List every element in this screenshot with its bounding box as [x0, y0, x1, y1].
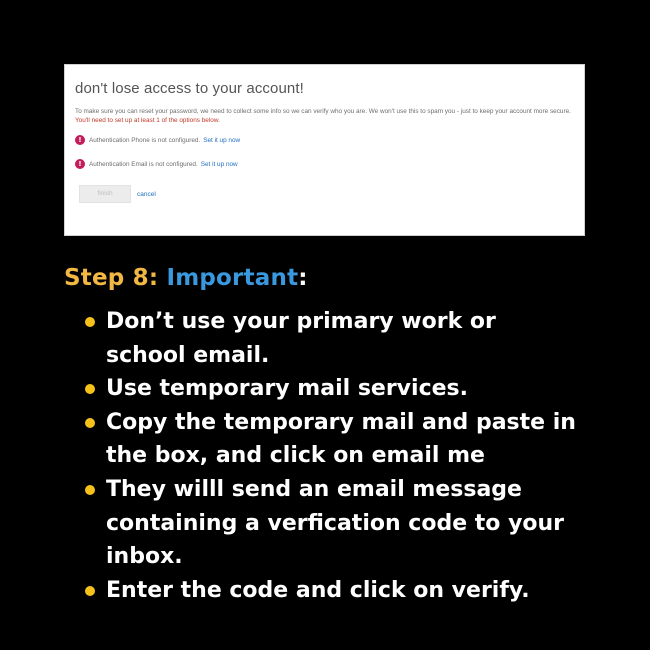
tip-text: Copy the temporary mail and paste in the box, and click on email me	[106, 409, 576, 469]
step-heading	[64, 265, 308, 291]
bullet-icon	[85, 418, 95, 428]
list-item	[82, 372, 582, 406]
setup-email-link[interactable]: Set it up now	[200, 160, 238, 168]
tip-text: Don’t use your primary work or school email.	[106, 309, 496, 368]
bullet-icon	[85, 485, 95, 495]
auth-phone-row	[75, 133, 574, 147]
description-text: To make sure you can reset your password, we need to collect some info so we can verify who you are. We won't use this to spam you - just to keep your account more secure.	[75, 108, 571, 115]
tip-text: Use temporary mail services.	[106, 376, 468, 402]
alert-icon: !	[75, 159, 85, 169]
tip-text: Enter the code and click on verify.	[106, 577, 530, 603]
important-label: Important	[166, 265, 299, 291]
requirement-text: You'll need to set up at least 1 of the options below.	[75, 117, 220, 124]
bullet-icon	[85, 384, 95, 394]
heading-colon: :	[298, 265, 308, 291]
cancel-link[interactable]: cancel	[137, 190, 156, 198]
list-item	[82, 574, 582, 608]
dialog-title: don't lose access to your account!	[75, 80, 304, 97]
bullet-icon	[85, 317, 95, 327]
auth-phone-status: Authentication Phone is not configured.	[89, 136, 201, 144]
auth-email-row	[75, 157, 574, 171]
list-item	[82, 305, 582, 372]
list-item	[82, 473, 582, 574]
alert-icon: !	[75, 135, 85, 145]
dialog-description	[75, 107, 574, 125]
list-item	[82, 406, 582, 473]
auth-email-status: Authentication Email is not configured.	[89, 160, 198, 168]
setup-phone-link[interactable]: Set it up now	[203, 136, 241, 144]
finish-button[interactable]: finish	[79, 185, 131, 203]
account-security-dialog	[64, 64, 585, 236]
tip-text: They willl send an email message containing a verfication code to your inbox.	[106, 476, 565, 570]
tips-list	[82, 305, 582, 607]
bullet-icon	[85, 586, 95, 596]
step-label: Step 8:	[64, 265, 159, 291]
dialog-actions	[79, 185, 574, 203]
